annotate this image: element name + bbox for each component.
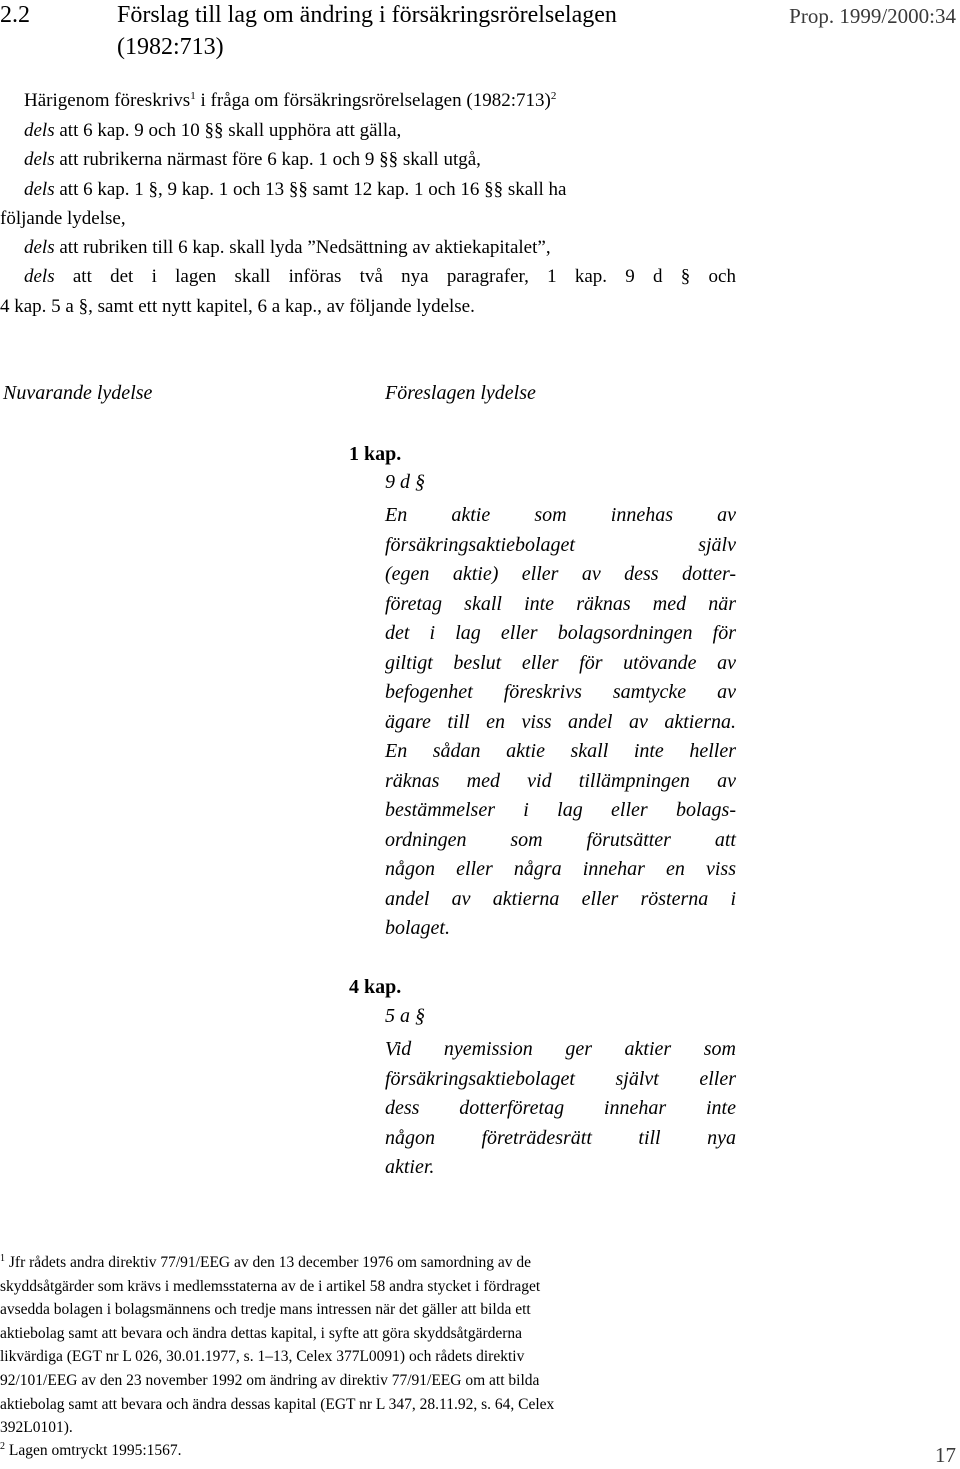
footnote-line: [0, 1251, 554, 1275]
footnote-line: aktiebolag samt att bevara och ändra dessas kapital (EGT nr L 347, 28.11.92, s. 64, Celex: [0, 1395, 555, 1413]
footnote-divider: [0, 1232, 300, 1233]
text-line: giltigt beslut eller för utövande av: [385, 651, 736, 674]
proposition-reference: Prop. 1999/2000:34: [789, 4, 956, 28]
paragraph-heading: 9 d §: [385, 471, 425, 493]
intro-text: att 6 kap. 9 och 10 §§ skall upphöra att gälla,: [54, 120, 402, 141]
text-line: någon eller några innehar en viss: [385, 858, 736, 880]
dels-keyword: dels: [24, 149, 55, 170]
section-title-continued: (1982:713): [117, 34, 224, 60]
footnote-line: [0, 1439, 182, 1463]
text-line: befogenhet föreskrivs samtycke av: [385, 681, 736, 703]
footnote-line: likvärdiga (EGT nr L 026, 30.01.1977, s. 1–13, Celex 377L0091) och rådets direktiv: [0, 1348, 525, 1366]
text-line: En sådan aktie skall inte heller: [385, 740, 736, 762]
text-line: räknas med vid tillämpningen av: [385, 769, 736, 792]
intro-line: [24, 86, 556, 115]
dels-keyword: dels: [24, 237, 55, 258]
text-line: företag skall inte räknas med när: [385, 592, 736, 615]
text-line: försäkringsaktiebolaget självt eller: [385, 1067, 736, 1090]
text-line: bestämmelser i lag eller bolags-: [385, 799, 736, 821]
intro-text: att det i lagen skall införas två nya paragrafer, 1 kap. 9 d § och: [54, 266, 736, 287]
text-line: aktier.: [385, 1156, 435, 1178]
section-number: 2.2: [0, 2, 30, 28]
text-line: En aktie som innehas av: [385, 504, 736, 526]
footnote-line: avsedda bolagen i bolagsmännens och tredje mans intressen när det gäller att bilda ett: [0, 1301, 531, 1319]
intro-line: följande lydelse,: [0, 208, 126, 229]
intro-line: 4 kap. 5 a §, samt ett nytt kapitel, 6 a kap., av följande lydelse.: [0, 296, 475, 317]
text-line: det i lag eller bolagsordningen för: [385, 622, 736, 644]
chapter-heading: 1 kap.: [349, 443, 402, 465]
footnote-line: 392L0101).: [0, 1419, 73, 1437]
text-line: dess dotterföretag innehar inte: [385, 1097, 736, 1119]
footnote-text: Jfr rådets andra direktiv 77/91/EEG av den 13 december 1976 om samordning av de: [5, 1254, 531, 1271]
footnote-1: [0, 1251, 554, 1440]
footnote-line: 92/101/EEG av den 23 november 1992 om ändring av direktiv 77/91/EEG om att bilda: [0, 1371, 540, 1389]
text-line: (egen aktie) eller av dess dotter-: [385, 563, 736, 585]
text-line: andel av aktierna eller rösterna i: [385, 887, 736, 910]
dels-keyword: dels: [24, 120, 55, 141]
paragraph-text: [385, 501, 736, 944]
footnote-reference: 2: [550, 90, 557, 102]
intro-line: [24, 233, 551, 262]
text-line: ägare till en viss andel av aktierna.: [385, 710, 736, 733]
chapter-heading: 4 kap.: [349, 976, 402, 998]
dels-keyword: dels: [24, 179, 55, 200]
dels-keyword: dels: [24, 266, 55, 287]
paragraph-text: [385, 1035, 736, 1183]
intro-line: [24, 262, 736, 291]
intro-text: att rubriken till 6 kap. skall lyda ”Nedsättning av aktiekapitalet”,: [54, 237, 551, 258]
column-heading-proposed: Föreslagen lydelse: [385, 382, 536, 404]
text-line: försäkringsaktiebolaget själv: [385, 533, 736, 556]
footnote-reference: 1: [190, 90, 196, 102]
intro-text: i fråga om försäkringsrörelselagen (1982:713): [195, 90, 551, 111]
text-line: ordningen som förutsätter att: [385, 828, 736, 851]
text-line: Vid nyemission ger aktier som: [385, 1038, 736, 1060]
intro-line: [24, 116, 401, 145]
column-heading-current: Nuvarande lydelse: [3, 382, 153, 404]
text-line: någon företrädesrätt till nya: [385, 1126, 736, 1149]
page-number: 17: [935, 1443, 956, 1467]
paragraph-heading: 5 a §: [385, 1005, 425, 1027]
intro-text: att 6 kap. 1 §, 9 kap. 1 och 13 §§ samt 12 kap. 1 och 16 §§ skall ha: [54, 179, 567, 200]
footnote-text: Lagen omtryckt 1995:1567.: [5, 1442, 182, 1459]
intro-text: Härigenom föreskrivs: [24, 90, 191, 111]
text-line: bolaget.: [385, 917, 450, 939]
footnote-line: skyddsåtgärder som krävs i medlemsstaterna av de i artikel 58 andra stycket i fördraget: [0, 1277, 541, 1295]
section-title: Förslag till lag om ändring i försäkringsrörelselagen: [117, 2, 617, 28]
footnote-line: aktiebolag samt att bevara och ändra dettas kapital, i syfte att göra skyddsåtgärderna: [0, 1324, 523, 1342]
footnote-2: [0, 1439, 182, 1463]
intro-line: [24, 175, 566, 204]
intro-text: att rubrikerna närmast före 6 kap. 1 och 9 §§ skall utgå,: [54, 149, 481, 170]
footnote-mark: 2: [0, 1441, 5, 1452]
footnote-mark: 1: [0, 1253, 5, 1264]
intro-line: [24, 145, 481, 174]
